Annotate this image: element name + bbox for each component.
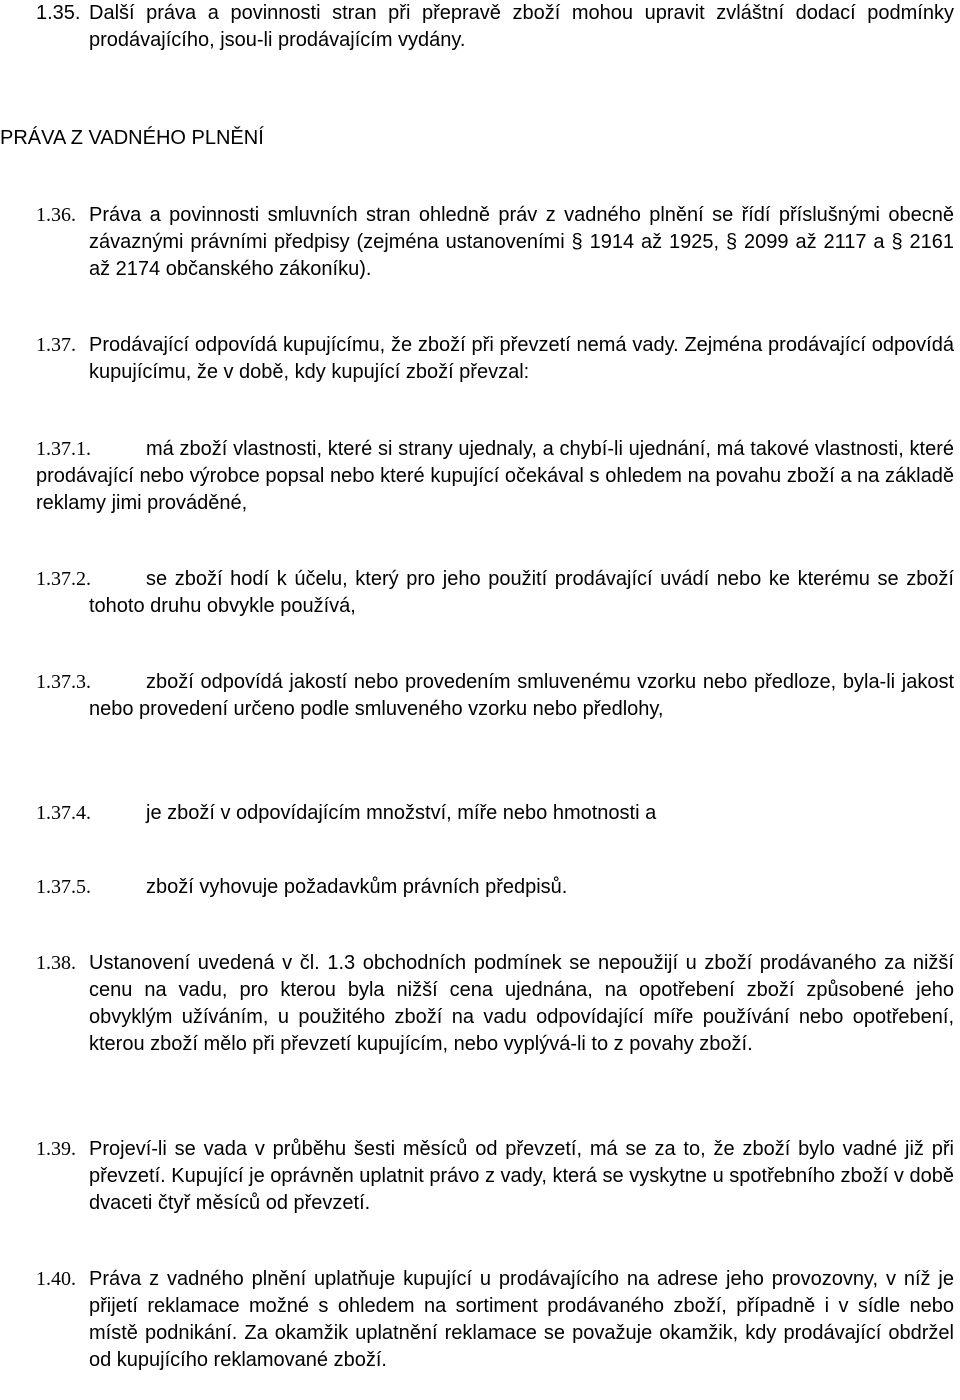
clause-number: 1.37.1. <box>36 438 91 460</box>
clause-number: 1.37.5. <box>36 876 91 898</box>
clause-text: má zboží vlastnosti, které si strany ujednaly, a chybí-li ujednání, má takové vlastnosti, které prodávající nebo výrobce popsal nebo které kupující očekával s ohledem na povahu zboží a na základě reklamy jimi prováděné, <box>36 438 954 514</box>
clause-text: zboží odpovídá jakostí nebo provedením smluvenému vzorku nebo předloze, byla-li jakost nebo provedení určeno podle smluveného vzorku nebo předlohy, <box>89 671 954 720</box>
clause-text: zboží vyhovuje požadavkům právních předpisů. <box>146 876 568 898</box>
clause-text: Práva a povinnosti smluvních stran ohledně práv z vadného plnění se řídí příslušnými obecně závaznými právními předpisy (zejména ustanoveními § 1914 až 1925, § 2099 až 2117 a § 2161 až 2174 občanského zákoníku). <box>89 204 954 280</box>
clause-number: 1.37.4. <box>36 802 91 824</box>
clause-number: 1.37.2. <box>36 568 91 590</box>
clause-number: 1.40. <box>36 1268 76 1290</box>
clause-number: 1.38. <box>36 952 76 974</box>
clause-number: 1.37.3. <box>36 671 91 693</box>
clause-text: Projeví-li se vada v průběhu šesti měsíců od převzetí, má se za to, že zboží bylo vadné již při převzetí. Kupující je oprávněn uplatnit právo z vady, která se vyskytne u spotřebního zboží v době dvaceti čtyř měsíců od převzetí. <box>89 1138 954 1214</box>
clause-number: 1.35. <box>36 2 81 24</box>
clause-text: se zboží hodí k účelu, který pro jeho použití prodávající uvádí nebo ke kterému se zboží tohoto druhu obvykle používá, <box>89 568 954 617</box>
clause-text: je zboží v odpovídajícím množství, míře nebo hmotnosti a <box>146 802 657 824</box>
clause-text: Prodávající odpovídá kupujícímu, že zboží při převzetí nemá vady. Zejména prodávající odpovídá kupujícímu, že v době, kdy kupující zboží převzal: <box>89 334 954 383</box>
section-heading: PRÁVA Z VADNÉHO PLNĚNÍ <box>0 127 264 149</box>
clause-number: 1.39. <box>36 1138 76 1160</box>
clause-text: Práva z vadného plnění uplatňuje kupující u prodávajícího na adrese jeho provozovny, v níž je přijetí reklamace možné s ohledem na sortiment prodávaného zboží, případně i v sídle nebo místě podnikání. Za okamžik uplatnění reklamace se považuje okamžik, kdy prodávající obdržel od kupujícího reklamované zboží. <box>89 1268 954 1371</box>
clause-text: Ustanovení uvedená v čl. 1.3 obchodních podmínek se nepoužijí u zboží prodávaného za nižší cenu na vadu, pro kterou byla nižší cena ujednána, na opotřebení zboží způsobené jeho obvyklým užíváním, u použitého zboží na vadu odpovídající míře používání nebo opotřebení, kterou zboží mělo při převzetí kupujícím, nebo vyplývá-li to z povahy zboží. <box>89 952 954 1055</box>
clause-number: 1.37. <box>36 334 76 356</box>
clause-text: Další práva a povinnosti stran při přepravě zboží mohou upravit zvláštní dodací podmínky prodávajícího, jsou-li prodávajícím vydány. <box>89 2 954 51</box>
clause-number: 1.36. <box>36 204 76 226</box>
